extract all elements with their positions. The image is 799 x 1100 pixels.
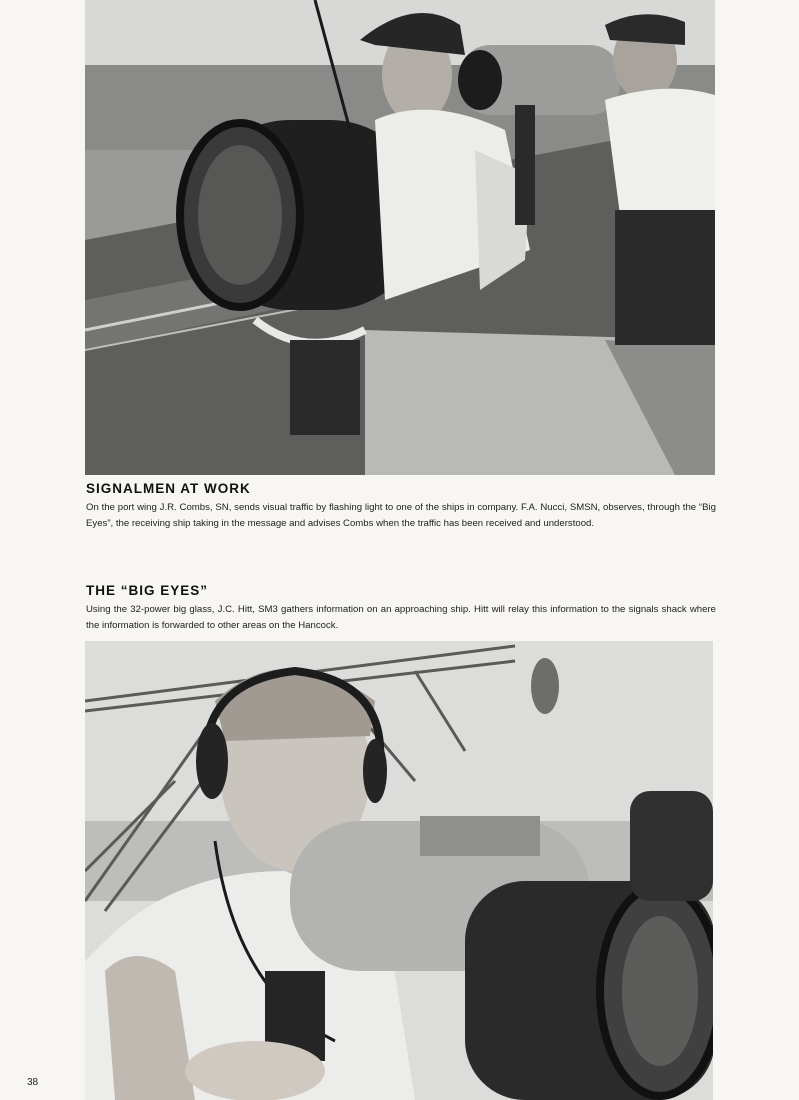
page-number: 38	[27, 1077, 39, 1088]
signalmen-photo-art	[85, 0, 715, 475]
signalmen-photo	[85, 0, 715, 475]
big-eyes-photo-art	[85, 641, 713, 1100]
section-caption-big-eyes: Using the 32-power big glass, J.C. Hitt, SM3 gathers information on an approaching ship. Hitt will relay this information to the signals shack where the information is forwarded to other areas on the Hancock.	[86, 604, 716, 631]
section-heading-big-eyes: THE “BIG EYES”	[86, 583, 209, 598]
big-eyes-photo	[85, 641, 713, 1100]
section-caption-signalmen: On the port wing J.R. Combs, SN, sends visual traffic by flashing light to one of the ships in company. F.A. Nucci, SMSN, observes, through the “Big Eyes”, the receiving ship taking in the message and advises Combs when the traffic has been received and understood.	[86, 502, 716, 529]
section-heading-signalmen: SIGNALMEN AT WORK	[86, 481, 251, 496]
